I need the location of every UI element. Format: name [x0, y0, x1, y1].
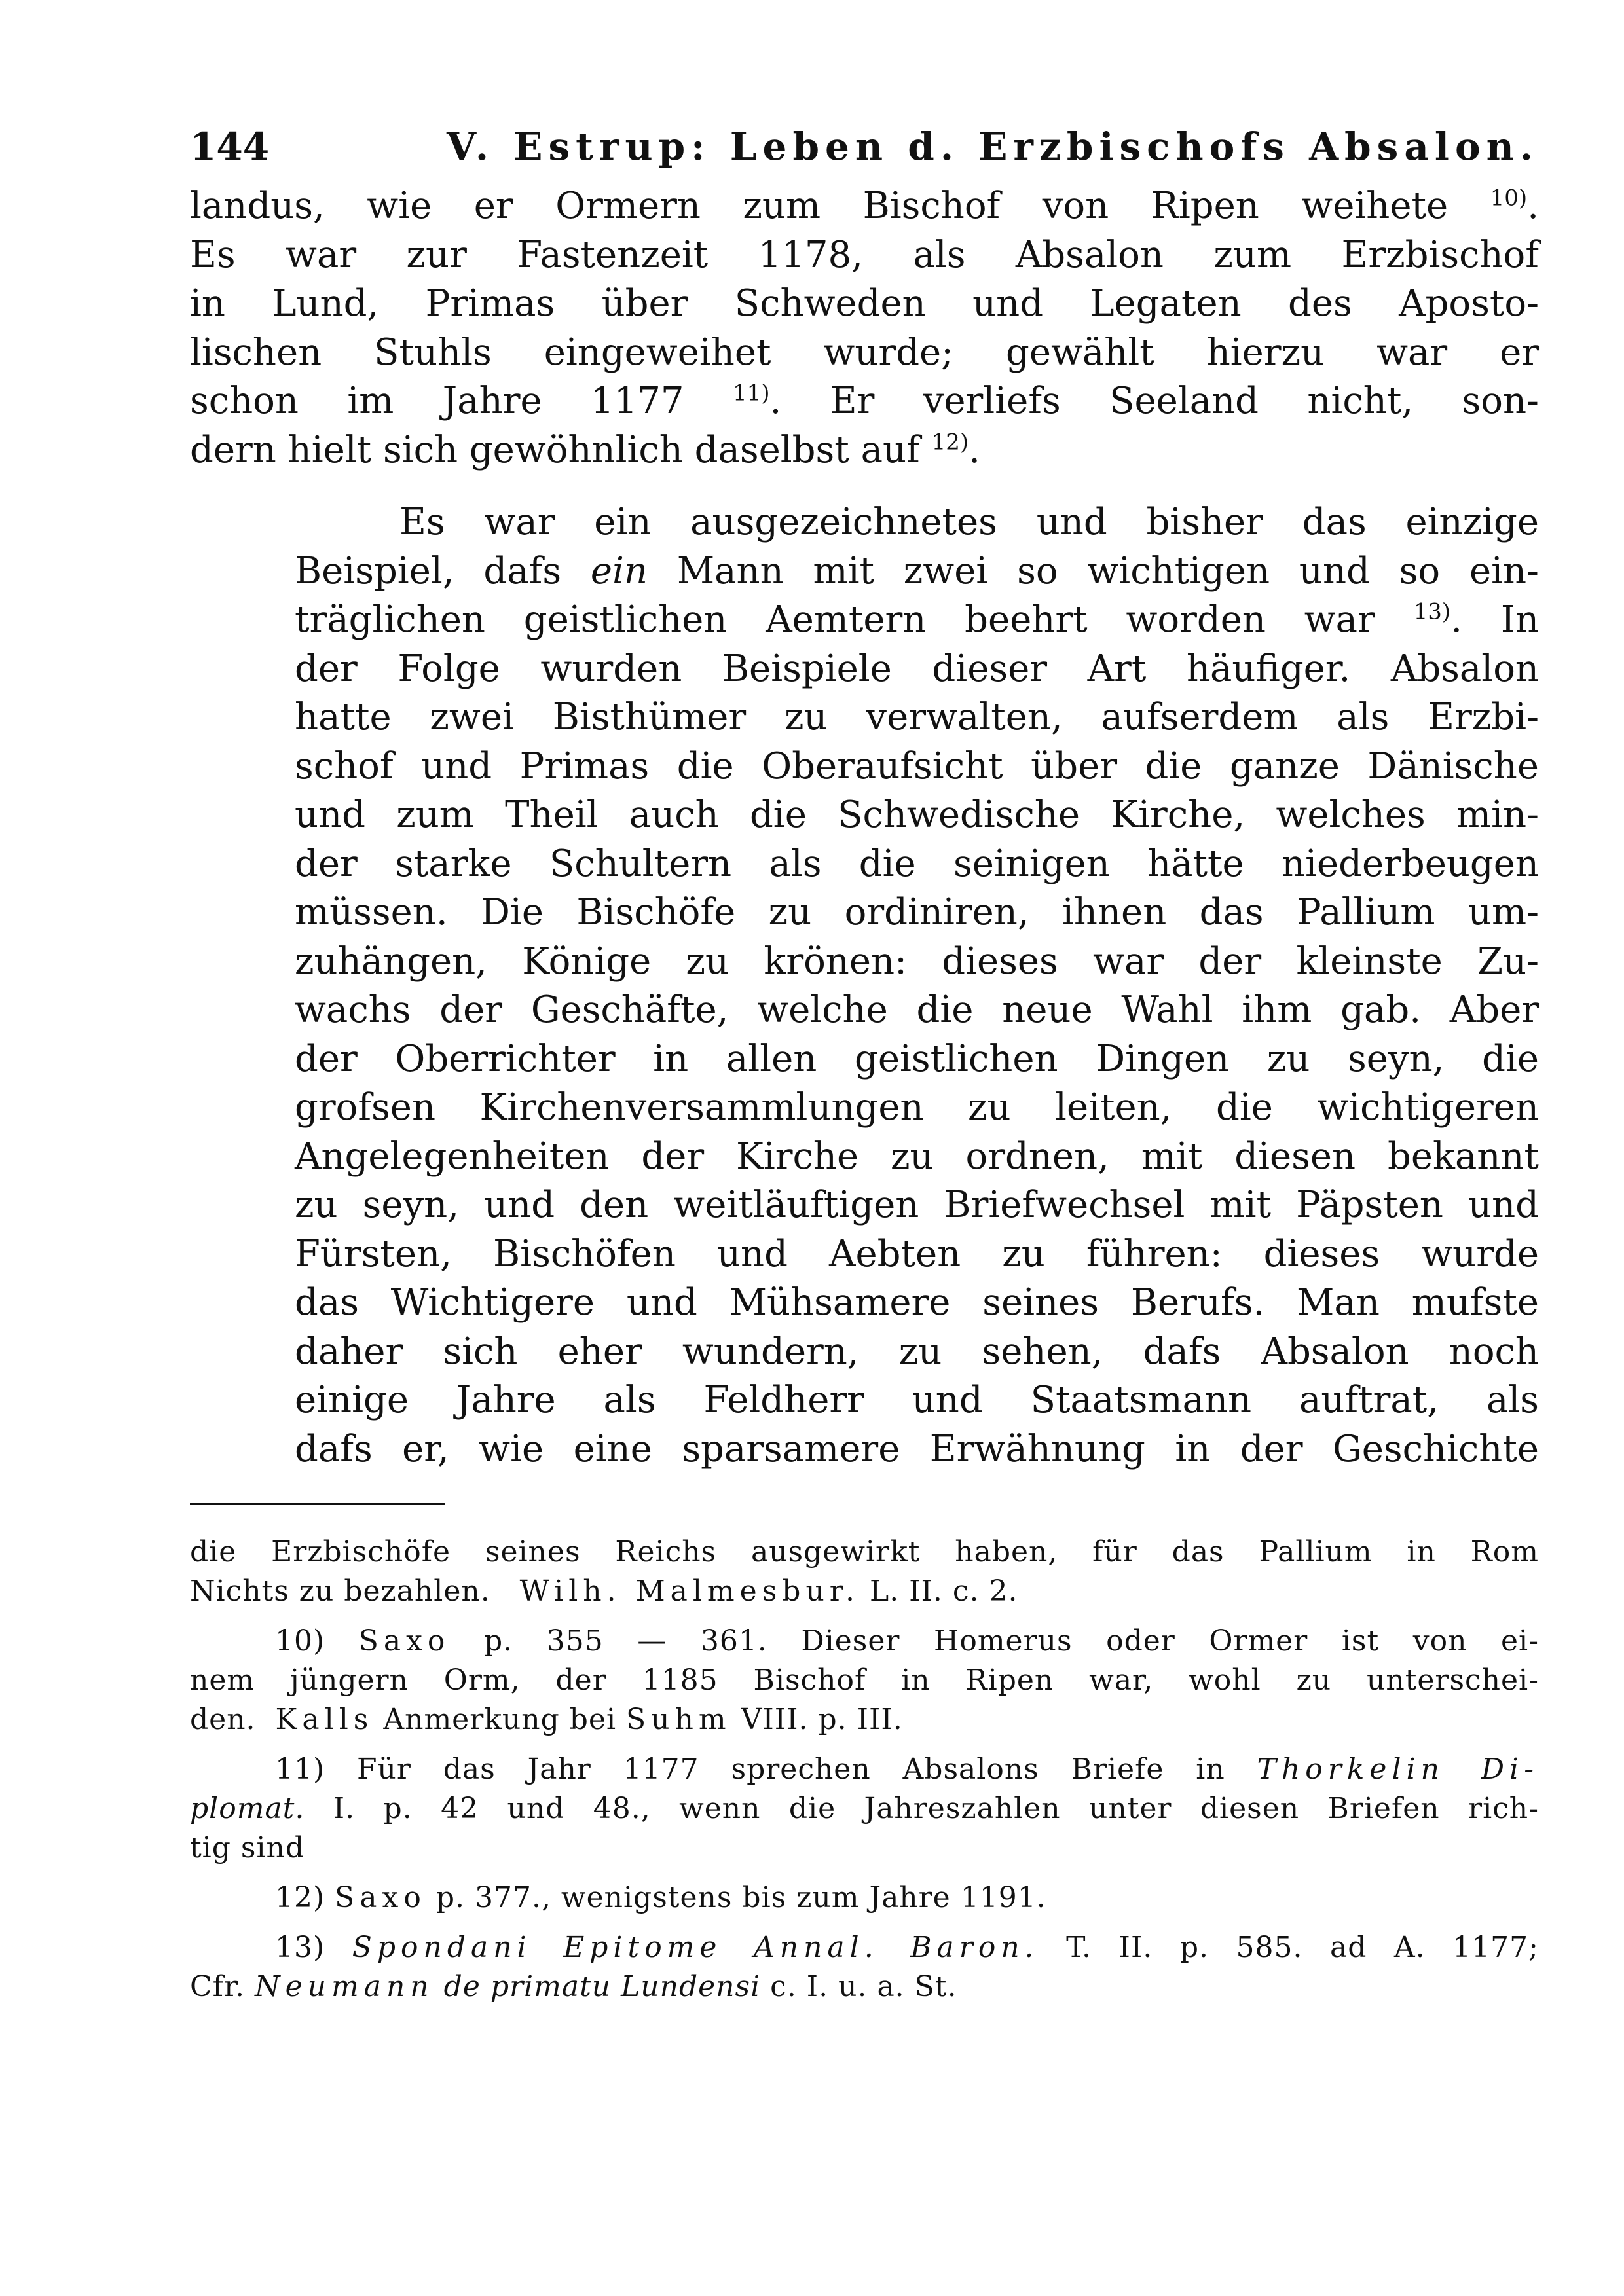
text-line: plomat. I. p. 42 und 48., wenn die Jahreszahlen unter diesen Briefen rich-	[190, 1792, 1539, 1825]
footnote-ref[interactable]: 10)	[1490, 185, 1528, 211]
text-line: Beispiel, dafs ein Mann mit zwei so wichtigen und so ein-	[295, 549, 1539, 592]
text-line: die Erzbischöfe seines Reichs ausgewirkt haben, für das Pallium in Rom	[190, 1535, 1539, 1569]
text-line: Cfr. Neumann de primatu Lundensi c. I. u. a. St.	[190, 1970, 957, 2003]
text-line: lischen Stuhls eingeweihet wurde; gewählt hierzu war er	[190, 331, 1539, 374]
text-line: zuhängen, Könige zu krönen: dieses war der kleinste Zu-	[295, 939, 1539, 983]
text-line: 10) Saxo p. 355 — 361. Dieser Homerus oder Ormer ist von ei-	[275, 1624, 1539, 1658]
emphasis: ein	[590, 549, 648, 592]
text-line: wachs der Geschäfte, welche die neue Wahl ihm gab. Aber	[295, 989, 1539, 1031]
text-line: 12) Saxo p. 377., wenigstens bis zum Jahre 1191.	[275, 1881, 1046, 1914]
text-line: dafs er, wie eine sparsamere Erwähnung in der Geschichte	[295, 1427, 1539, 1470]
text-line: tig sind	[190, 1831, 305, 1865]
text-line: in Lund, Primas über Schweden und Legaten des Aposto-	[190, 282, 1539, 325]
text-line: müssen. Die Bischöfe zu ordiniren, ihnen das Pallium um-	[295, 891, 1539, 934]
footnote-ref[interactable]: 11)	[732, 380, 770, 407]
text-line: landus, wie er Ormern zum Bischof von Ripen weihete $^{10)}$.	[190, 185, 1539, 227]
text-line: zu seyn, und den weitläuftigen Briefwechsel mit Päpsten und	[295, 1184, 1539, 1226]
text-line: und zum Theil auch die Schwedische Kirche, welches min-	[295, 793, 1539, 836]
text-line: grofsen Kirchenversammlungen zu leiten, die wichtigeren	[295, 1086, 1539, 1129]
text-line: Angelegenheiten der Kirche zu ordnen, mit diesen bekannt	[295, 1135, 1539, 1178]
text-line: das Wichtigere und Mühsamere seines Berufs. Man mufste	[295, 1281, 1539, 1324]
text-line: der Folge wurden Beispiele dieser Art häufiger. Absalon	[295, 647, 1539, 690]
paragraph	[190, 498, 1539, 1474]
text-line: träglichen geistlichen Aemtern beehrt worden war $^{13)}$. In	[295, 598, 1540, 641]
text-line: 13) Spondani Epitome Annal. Baron. T. II. p. 585. ad A. 1177;	[275, 1931, 1539, 1964]
main-text	[190, 182, 1539, 1474]
footnote-11	[190, 1750, 1539, 1868]
text-line: Es war ein ausgezeichnetes und bisher das einzige	[399, 501, 1539, 543]
text-line: hatte zwei Bisthümer zu verwalten, aufserdem als Erzbi-	[295, 696, 1539, 738]
text-line: der starke Schultern als die seinigen hätte niederbeugen	[295, 842, 1539, 885]
text-line: nem jüngern Orm, der 1185 Bischof in Ripen war, wohl zu unterschei-	[190, 1664, 1539, 1697]
text-line: 11) Für das Jahr 1177 sprechen Absalons Briefe in Thorkelin Di-	[275, 1753, 1539, 1786]
text-line: Es war zur Fastenzeit 1178, als Absalon zum Erzbischof	[190, 233, 1539, 276]
text-line: schon im Jahre 1177 $^{11)}$. Er verliefs Seeland nicht, son-	[190, 380, 1539, 422]
text-line: Nichts zu bezahlen. Wilh. Malmesbur. L. II. c. 2.	[190, 1575, 1018, 1608]
text-line: einige Jahre als Feldherr und Staatsmann auftrat, als	[295, 1379, 1539, 1421]
running-header	[190, 124, 1539, 169]
footnote-continuation	[190, 1533, 1539, 1611]
footnote-ref[interactable]: 13)	[1413, 598, 1451, 625]
text-line: den. Kalls Anmerkung bei Suhm VIII. p. III.	[190, 1703, 903, 1736]
text-line: der Oberrichter in allen geistlichen Dingen zu seyn, die	[295, 1037, 1539, 1080]
running-title: V. Estrup: Leben d. Erzbischofs Absalon.	[446, 124, 1539, 169]
text-line: daher sich eher wundern, zu sehen, dafs Absalon noch	[295, 1330, 1539, 1373]
book-page	[190, 124, 1539, 2007]
text-line: schof und Primas die Oberaufsicht über die ganze Dänische	[295, 744, 1539, 788]
footnotes	[190, 1533, 1539, 2007]
footnote-12	[190, 1878, 1539, 1918]
page-number: 144	[190, 124, 270, 169]
footnote-10	[190, 1622, 1539, 1740]
text-line: Fürsten, Bischöfen und Aebten zu führen: dieses wurde	[295, 1232, 1539, 1275]
footnote-ref[interactable]: 12)	[931, 428, 969, 455]
paragraph	[190, 182, 1539, 475]
text-line: dern hielt sich gewöhnlich daselbst auf $^{12)}$.	[190, 428, 980, 471]
footnote-separator	[190, 1503, 445, 1505]
footnote-13	[190, 1928, 1539, 2007]
